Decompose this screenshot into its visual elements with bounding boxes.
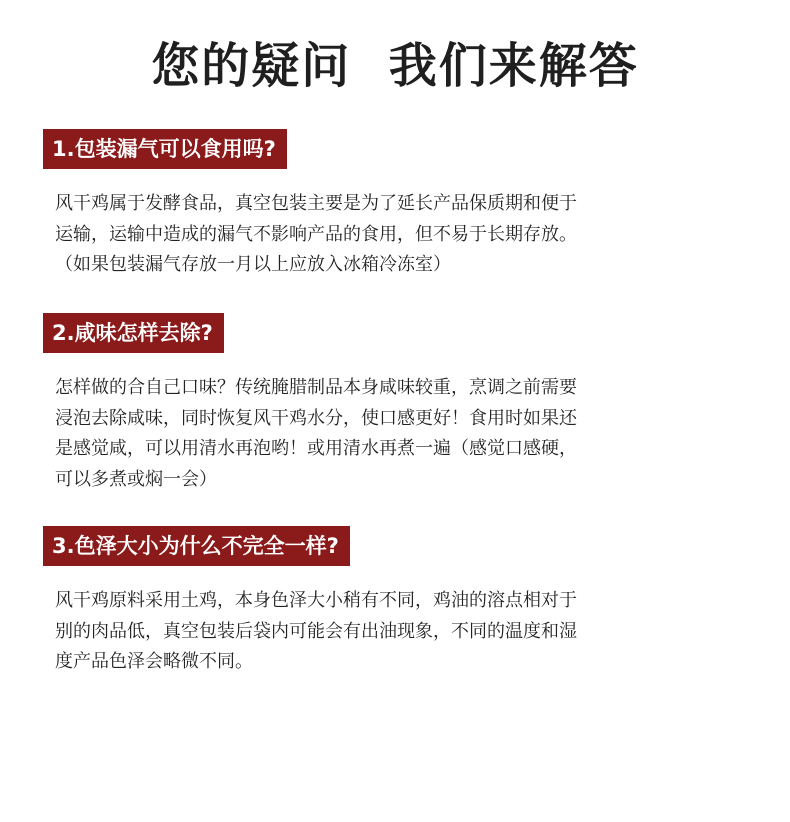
page-title: 您的疑问 我们来解答 xyxy=(151,38,639,94)
answer-line: 度产品色泽会略微不同。 xyxy=(55,651,253,672)
faq-question-2: 2.咸味怎样去除? xyxy=(43,313,224,353)
faq-section-1 xyxy=(43,129,743,281)
answer-line: 是感觉咸，可以用清水再泡哟！或用清水再煮一遍（感觉口感硬， xyxy=(55,438,577,459)
answer-line: 怎样做的合自己口味？传统腌腊制品本身咸味较重，烹调之前需要 xyxy=(55,377,577,398)
answer-line: （如果包装漏气存放一月以上应放入冰箱冷冻室） xyxy=(55,254,451,275)
faq-answer-3 xyxy=(43,586,695,678)
faq-answer-2 xyxy=(43,373,695,495)
answer-line: 风干鸡属于发酵食品，真空包装主要是为了延长产品保质期和便于 xyxy=(55,193,577,214)
answer-line: 可以多煮或焖一会） xyxy=(55,468,217,490)
answer-line: 别的肉品低，真空包装后袋内可能会有出油现象，不同的温度和湿 xyxy=(55,620,577,642)
faq-answer-1 xyxy=(43,189,695,281)
answer-line: 浸泡去除咸味，同时恢复风干鸡水分，使口感更好！食用时如果还 xyxy=(55,407,577,429)
answer-line: 风干鸡原料采用土鸡，本身色泽大小稍有不同，鸡油的溶点相对于 xyxy=(55,590,577,611)
faq-question-1: 1.包装漏气可以食用吗? xyxy=(43,129,287,169)
answer-line: 运输，运输中造成的漏气不影响产品的食用，但不易于长期存放。 xyxy=(55,223,577,245)
faq-section-3 xyxy=(43,526,743,678)
faq-section-2 xyxy=(43,313,743,495)
faq-question-3: 3.色泽大小为什么不完全一样? xyxy=(43,526,350,566)
